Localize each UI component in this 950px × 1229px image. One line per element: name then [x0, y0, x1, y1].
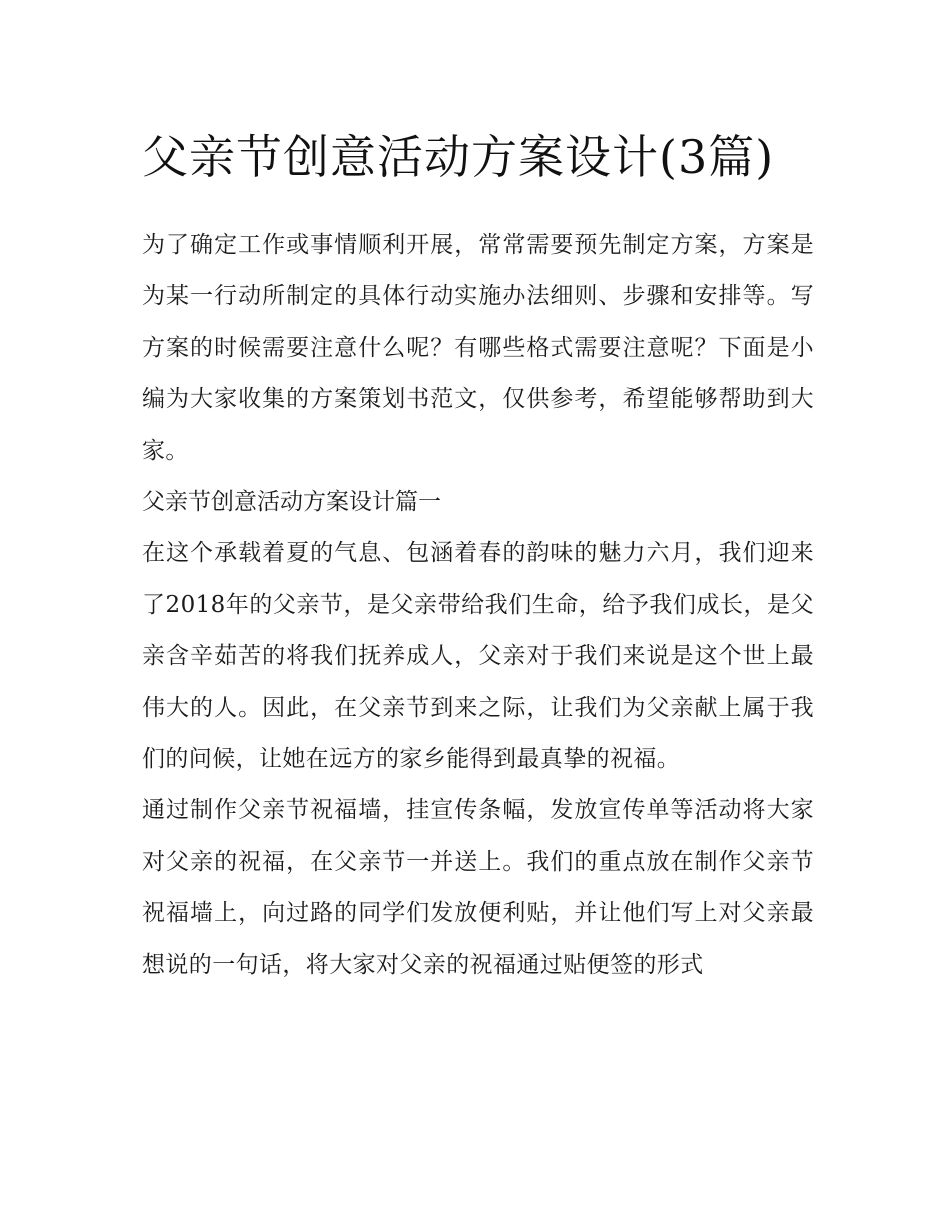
document-title: 父亲节创意活动方案设计(3篇): [142, 130, 775, 184]
section-1-paragraph-1: 在这个承载着夏的气息、包涵着春的韵味的魅力六月，我们迎来了2018年的父亲节，是父亲带给我们生命，给予我们成长，是父亲含辛茹苦的将我们抚养成人，父亲对于我们来说是这个世上最伟大的人。因此，在父亲节到来之际，让我们为父亲献上属于我们的问候，让她在远方的家乡能得到最真挚的祝福。: [142, 540, 814, 773]
document-page: [142, 118, 814, 991]
section-heading-1: 父亲节创意活动方案设计篇一: [142, 489, 441, 516]
intro-paragraph: 为了确定工作或事情顺利开展，常常需要预先制定方案，方案是为某一行动所制定的具体行动实施办法细则、步骤和安排等。写方案的时候需要注意什么呢？有哪些格式需要注意呢？下面是小编为大家收集的方案策划书范文，仅供参考，希望能够帮助到大家。: [142, 232, 814, 464]
section-1-paragraph-2: 通过制作父亲节祝福墙，挂宣传条幅，发放宣传单等活动将大家对父亲的祝福，在父亲节一并送上。我们的重点放在制作父亲节祝福墙上，向过路的同学们发放便利贴，并让他们写上对父亲最想说的一句话，将大家对父亲的祝福通过贴便签的形式: [142, 797, 814, 978]
document-body: [142, 220, 814, 991]
